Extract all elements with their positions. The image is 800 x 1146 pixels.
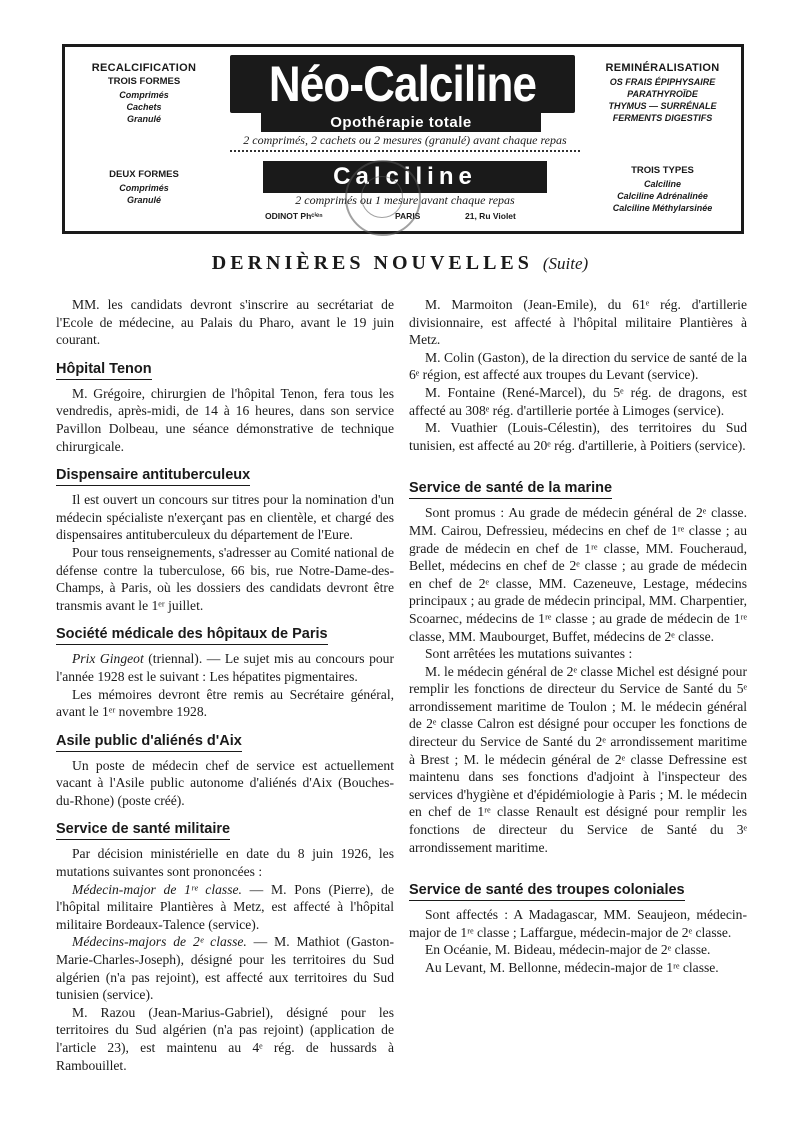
paragraph: Au Levant, M. Bellonne, médecin-major de 1ʳᵉ classe. [425, 960, 719, 975]
ad-item: Calciline [643, 178, 681, 189]
ad-heading: TROIS TYPES [631, 165, 694, 176]
ad-subheading: TROIS FORMES [107, 75, 181, 87]
ad-item: PARATHYROÏDE [627, 88, 698, 99]
ad-item: Granulé [126, 194, 161, 205]
ad-item: Cachets [126, 101, 162, 112]
brand2-name: Calciline [263, 161, 547, 193]
brand-banner [230, 55, 575, 113]
section-heading-hopital-tenon: Hôpital Tenon [56, 361, 152, 380]
ad-item: Granulé [126, 113, 161, 124]
brand-name: Néo-Calciline [268, 56, 537, 112]
paragraph [56, 933, 394, 1003]
ad-item: OS FRAIS ÉPIPHYSAIRE [609, 76, 716, 87]
paragraph: M. Razou (Jean-Marius-Gabriel), désigné pour les territoires du Sud algérien (n'a pas rejoint) (application de l'article 23), est maintenu au 4ᵉ rég. de hussards à Rambouillet. [56, 1004, 394, 1073]
rank-label: Médecin-major de 1ʳᵉ classe. [72, 881, 242, 897]
section-heading-troupes-coloniales: Service de santé des troupes coloniales [409, 882, 685, 901]
paragraph: M. Fontaine (René-Marcel), du 5ᵉ rég. de dragons, est affecté au 308ᵉ rég. d'artillerie portée à Limoges (service). [409, 384, 747, 418]
title-main: DERNIÈRES NOUVELLES [211, 252, 533, 274]
paragraph: M. Colin (Gaston), de la direction du service de santé de la 6ᵉ région, est affecté aux troupes du Levant (service). [409, 349, 747, 383]
paragraph: Les mémoires devront être remis au Secrétaire général, avant le 1ᵉʳ novembre 1928. [56, 686, 394, 720]
address-left: ODINOT Phᶜⁱᵉⁿ [265, 211, 323, 221]
ad-deux-formes [69, 169, 219, 206]
ad-item: Comprimés [119, 182, 169, 193]
paragraph [56, 650, 394, 685]
ad-heading: DEUX FORMES [109, 169, 179, 180]
brand-subtitle: Opothérapie totale [261, 113, 541, 132]
section-heading-sante-marine: Service de santé de la marine [409, 480, 612, 499]
paragraph: Sont affectés : A Madagascar, MM. Seaujeon, médecin-major de 1ʳᵉ classe ; Laffargue, médecin-major de 2ᵉ classe. [409, 907, 747, 940]
section-heading-dispensaire: Dispensaire antituberculeux [56, 467, 250, 486]
paragraph: Pour tous renseignements, s'adresser au Comité national de défense contre la tuberculose, 66 bis, rue Notre-Dame-des-Champs, à Paris, où les dossiers des candidats devront être transmis avant le 1ᵉʳ juillet. [56, 544, 394, 613]
paragraph [56, 881, 394, 934]
address-mid: PARIS [395, 211, 421, 221]
paragraph: Sont arrêtées les mutations suivantes : [425, 646, 633, 662]
ad-item: THYMUS — SURRÉNALE [608, 101, 717, 112]
paragraph: Un poste de médecin chef de service est actuellement vacant à l'Asile public autonome d'aliénés d'Aix (Bouches-du-Rhone) (poste créé). [56, 757, 394, 808]
dosage-line-1: 2 comprimés, 2 cachets ou 2 mesures (granulé) avant chaque repas [243, 133, 567, 147]
ad-item: Calciline Méthylarsinée [612, 203, 713, 214]
ad-item: FERMENTS DIGESTIFS [612, 113, 713, 124]
section-heading-asile-aix: Asile public d'aliénés d'Aix [56, 733, 242, 752]
rank-text: — M. Pons (Pierre), de l'hôpital militaire Plantières à Metz, est affecté à l'hôpital militaire Bordeaux-Talence (service). [56, 881, 394, 932]
paragraph: M. Marmoiton (Jean-Emile), du 61ᵉ rég. d'artillerie divisionnaire, est affecté à l'hôpital militaire Plantières à Metz. [409, 297, 747, 348]
title-suite: (Suite) [542, 254, 589, 273]
prize-text: (triennal). — Le sujet mis au concours pour l'année 1928 est le suivant : Les hépatites pigmentaires. [56, 651, 394, 684]
paragraph: Par décision ministérielle en date du 8 juin 1926, les mutations suivantes sont prononcées : [56, 846, 394, 880]
ad-heading: REMINÉRALISATION [605, 62, 720, 74]
ad-heading: RECALCIFICATION [91, 62, 197, 74]
paragraph: Sont promus : Au grade de médecin général de 2ᵉ classe. MM. Cairou, Defressieu, médecins en chef de 1ʳᵉ classe ; au grade de médecin en chef de 1ʳᵉ classe, MM. Foucheraud, Bellet, médecins en chef de 2ᵉ classe ; au grade de médecin en chef de 2ᵉ classe, MM. Cazeneuve, Lestage, médecins principaux ; au grade de médecin principal, MM. Charpentier, Scoarnec, médecins de 1ʳᵉ classe ; au grade de médecin de 1ʳᵉ classe, MM. Maubourget, Buffet, médecins de 2ᵉ classe. [409, 505, 747, 644]
ad-item: Calciline Adrénalinée [617, 190, 708, 201]
paragraph: Il est ouvert un concours sur titres pour la nomination d'un médecin spécialiste n'exerçant pas en clientèle, et chargé des dispensaires antituberculeux du département de l'Eure. [56, 492, 394, 543]
ad-trois-types [585, 165, 740, 214]
paragraph: M. le médecin général de 2ᵉ classe Michel est désigné pour remplir les fonctions de directeur du Service de Santé du 5ᵉ arrondissement maritime de Toulon ; M. le médecin général de 2ᵉ classe Calron est désigné pour occuper les fonctions de directeur du Service de Santé du 2ᵉ arrondissement maritime à Brest ; M. le médecin général de 2ᵉ classe Defressine est maintenu dans ses fonctions d'adjoint à l'inspecteur des services d'hygiène et d'épidémiologie à Paris ; M. le médecin en chef de 1ʳᵉ classe Renault est désigné pour remplir les fonctions de directeur du Service de Santé du 3ᵉ arrondissement maritime. [409, 663, 747, 855]
right-column [409, 296, 747, 977]
paragraph: En Océanie, M. Bideau, médecin-major de 2ᵉ classe. [425, 942, 711, 958]
ad-remineralisation [585, 61, 740, 124]
paragraph: M. Grégoire, chirurgien de l'hôpital Tenon, fera tous les vendredis, après-midi, de 14 à 16 heures, dans son service Pavillon Dolbeau, une séance démonstrative de technique chirurgicale. [56, 385, 394, 454]
section-heading-sante-militaire: Service de santé militaire [56, 821, 230, 840]
ad-recalcification [69, 61, 219, 125]
address-right: 21, Ru Violet [465, 211, 516, 221]
dosage-line-2: 2 comprimés ou 1 mesure avant chaque repas [295, 193, 515, 207]
rank-label: Médecins-majors de 2ᵉ classe. [72, 934, 247, 950]
ad-item: Comprimés [119, 89, 169, 100]
prize-name: Prix Gingeot [72, 651, 144, 667]
dotted-divider [230, 150, 580, 152]
paragraph: MM. les candidats devront s'inscrire au secrétariat de l'Ecole de médecine, au Palais du Pharo, avant le 19 juin courant. [56, 297, 394, 348]
library-stamp-icon [345, 160, 421, 236]
left-column [56, 296, 394, 1074]
paragraph: M. Vuathier (Louis-Célestin), des territoires du Sud tunisien, est affecté au 20ᵉ rég. d'artillerie, à Poitiers (service). [409, 420, 747, 453]
page-title [0, 252, 800, 275]
section-heading-societe-medicale: Société médicale des hôpitaux de Paris [56, 626, 328, 645]
rank-text: — M. Mathiot (Gaston-Marie-Charles-Joseph), désigné pour les territoires du Sud algérien (n'a pas rejoint), est affecté aux territoires du Sud tunisien (service). [56, 934, 394, 1003]
